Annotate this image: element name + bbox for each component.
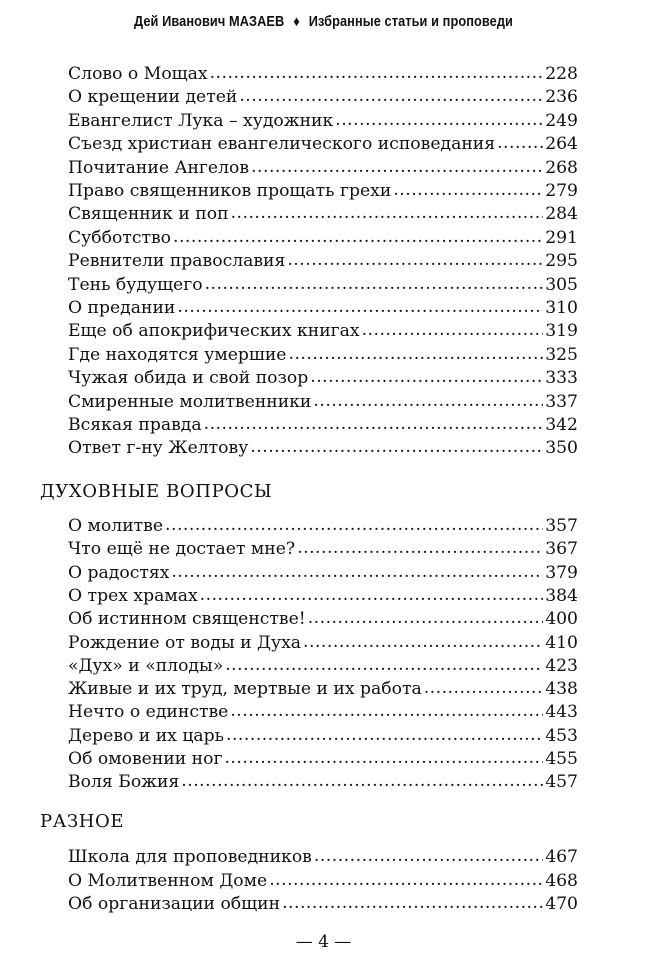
toc-entry-title: Право священников прощать грехи (68, 181, 392, 201)
toc-entry (68, 584, 578, 608)
toc-leader-dots (308, 606, 544, 630)
toc-leader-dots (250, 435, 543, 459)
toc-entry-page: 468 (545, 870, 578, 891)
toc-entry-page: 268 (545, 157, 578, 178)
toc-leader-dots (288, 342, 543, 366)
toc-entry-title: Священник и поп (68, 204, 229, 225)
toc-entry-page: 379 (545, 562, 578, 583)
toc-entry (68, 724, 578, 748)
toc-leader-dots (335, 108, 543, 132)
toc-entry-title: Что ещё не достает мне? (68, 539, 296, 560)
toc-entry-page: 467 (545, 847, 578, 867)
toc-entry-title: «Дух» и «плоды» (68, 655, 224, 676)
toc-entry (68, 537, 578, 561)
toc-entry (68, 561, 578, 585)
toc-leader-dots (251, 155, 543, 179)
toc-entry-title: Живые и их труд, мертвые и их работа (68, 679, 422, 700)
toc-leader-dots (424, 676, 543, 700)
toc-entry-page: 443 (545, 702, 578, 723)
toc-entry-title: Об омовении ног (68, 749, 223, 769)
toc-entry (68, 413, 578, 437)
toc-entry (68, 607, 578, 631)
toc-leader-dots (210, 61, 544, 85)
toc-leader-dots (181, 769, 543, 793)
toc-entry (68, 770, 578, 794)
toc-entry (68, 202, 578, 226)
toc-entry-title: Еще об апокрифических книгах (68, 321, 360, 342)
toc-entry (68, 747, 578, 771)
toc-entry-title: Съезд христиан евангелического исповедания (68, 134, 496, 155)
toc-leader-dots (310, 365, 543, 389)
toc-entry-title: Слово о Мощах (68, 64, 208, 84)
toc-entry-title: Воля Божия (68, 772, 180, 793)
toc-leader-dots (497, 131, 543, 155)
toc-entry-title: Рождение от воды и Духа (68, 632, 302, 653)
toc-leader-dots (165, 513, 543, 537)
toc-leader-dots (313, 389, 543, 413)
toc-entry-title: Чужая обида и свой позор (68, 368, 309, 389)
toc-entry-page: 291 (545, 227, 578, 248)
toc-entry-page: 249 (545, 110, 578, 131)
running-header (39, 14, 608, 30)
toc-entry-page: 319 (545, 321, 578, 342)
toc-entry-page: 284 (545, 204, 578, 225)
toc-entry-title: О Молитвенном Доме (68, 870, 268, 891)
toc-entry (68, 514, 578, 538)
toc-leader-dots (205, 272, 544, 296)
toc-entry-page: 325 (545, 344, 578, 365)
toc-leader-dots (314, 844, 543, 868)
toc-leader-dots (282, 891, 543, 915)
toc-entry-page: 423 (545, 655, 578, 676)
page-number: — 4 — (295, 932, 352, 952)
toc-entry (68, 366, 578, 390)
toc-entry (68, 869, 578, 893)
toc-entry-title: Ответ г-ну Желтову (68, 438, 249, 459)
toc-entry (68, 296, 578, 320)
toc-entry-title: Нечто о единстве (68, 702, 229, 723)
toc-entry-page: 470 (545, 894, 578, 914)
toc-entry-title: Тень будущего (68, 274, 203, 295)
toc-entry-page: 457 (545, 772, 578, 793)
toc-leader-dots (303, 630, 543, 654)
toc-leader-dots (230, 699, 543, 723)
toc-entry (68, 226, 578, 250)
toc-entry-title: О предании (68, 298, 176, 318)
toc-entry (68, 436, 578, 460)
toc-entry (68, 700, 578, 724)
toc-entry-page: 357 (545, 516, 578, 536)
toc-entry-page: 367 (545, 539, 578, 560)
header-author: Дей Иванович МАЗАЕВ (134, 14, 285, 30)
toc-entry-page: 350 (545, 438, 578, 459)
toc-leader-dots (239, 84, 543, 108)
toc-entry-title: Об организации общин (68, 894, 281, 914)
toc-leader-dots (200, 583, 544, 607)
toc-entry (68, 319, 578, 343)
toc-entry-page: 453 (545, 725, 578, 746)
toc-entry (68, 85, 578, 109)
toc-entry (68, 132, 578, 156)
toc-entry-page: 333 (545, 368, 578, 389)
toc-entry-title: О молитве (68, 516, 164, 536)
toc-entry-page: 455 (545, 749, 578, 769)
toc-entry-page: 295 (545, 251, 578, 272)
toc-entry-page: 438 (545, 679, 578, 700)
toc-entry-page: 384 (545, 585, 578, 606)
header-separator: ♦ (293, 14, 300, 30)
toc-entry-title: О крещении детей (68, 87, 238, 108)
toc-leader-dots (393, 178, 543, 202)
toc-entry-page: 305 (545, 274, 578, 295)
toc-leader-dots (177, 295, 543, 319)
toc-entry-title: Смиренные молитвенники (68, 391, 312, 412)
toc-entry-page: 337 (545, 391, 578, 412)
toc-entry-page: 400 (545, 609, 578, 630)
toc-entry-title: Школа для проповедников (68, 847, 312, 867)
toc-entry-page: 264 (545, 134, 578, 155)
toc-entry-title: Евангелист Лука – художник (68, 110, 334, 131)
toc-leader-dots (287, 248, 543, 272)
toc-leader-dots (362, 318, 544, 342)
toc-entry-title: Всякая правда (68, 415, 202, 435)
toc-leader-dots (225, 653, 543, 677)
toc-entry-title: Почитание Ангелов (68, 157, 250, 178)
toc-entry (68, 156, 578, 180)
toc-entry (68, 390, 578, 414)
toc-leader-dots (224, 746, 543, 770)
toc-entry-title: Дерево и их царь (68, 725, 224, 746)
toc-entry (68, 273, 578, 297)
toc-entry (68, 892, 578, 916)
toc-leader-dots (297, 536, 543, 560)
toc-entry (68, 677, 578, 701)
toc-entry-title: О трех храмах (68, 585, 198, 606)
toc-entry (68, 62, 578, 86)
toc-entry (68, 249, 578, 273)
toc-entry (68, 343, 578, 367)
toc-entry-page: 342 (545, 415, 578, 435)
toc-entry-title: Ревнители православия (68, 251, 286, 272)
toc-entry-title: Об истинном священстве! (68, 609, 306, 630)
toc-entry-page: 279 (545, 181, 578, 201)
toc-entry (68, 845, 578, 869)
section-heading-spiritual: ДУХОВНЫЕ ВОПРОСЫ (40, 481, 273, 502)
toc-entry-page: 310 (545, 298, 578, 318)
header-book-title: Избранные статьи и проповеди (308, 14, 513, 30)
toc-entry (68, 654, 578, 678)
toc-entry (68, 109, 578, 133)
toc-entry-page: 410 (545, 632, 578, 653)
toc-leader-dots (269, 868, 543, 892)
toc-leader-dots (204, 412, 544, 436)
toc-entry-page: 236 (545, 87, 578, 108)
toc-entry (68, 631, 578, 655)
toc-entry-title: О радостях (68, 562, 170, 583)
toc-leader-dots (173, 225, 543, 249)
toc-entry-page: 228 (545, 64, 578, 84)
toc-entry-title: Субботство (68, 227, 171, 248)
toc-leader-dots (171, 560, 543, 584)
toc-entry-title: Где находятся умершие (68, 344, 287, 365)
toc-leader-dots (231, 201, 544, 225)
toc-leader-dots (226, 723, 543, 747)
toc-entry (68, 179, 578, 203)
section-heading-misc: РАЗНОЕ (40, 811, 125, 832)
